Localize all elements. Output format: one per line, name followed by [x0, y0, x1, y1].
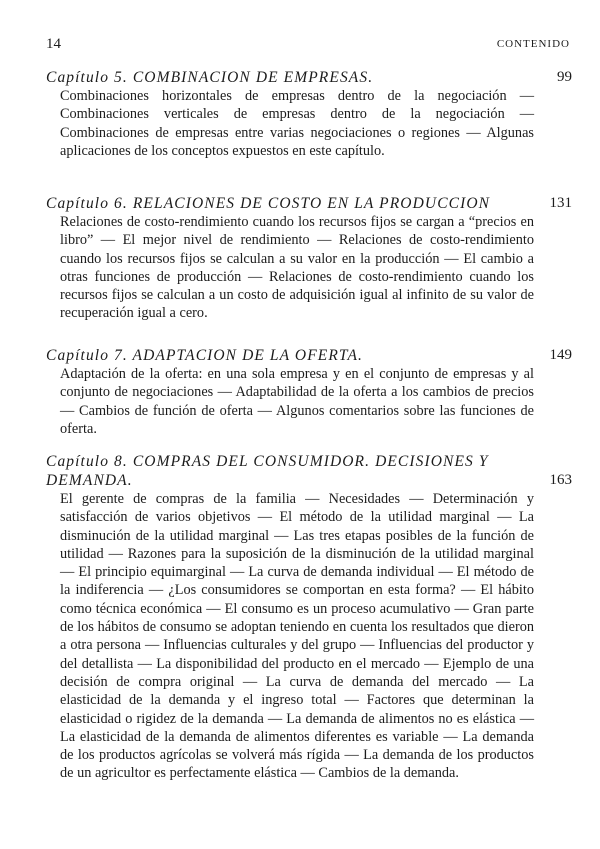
toc-entry-chapter-7 — [46, 346, 572, 438]
chapter-page-number: 131 — [549, 195, 572, 211]
chapter-summary: El gerente de compras de la familia — Necesidades — Determinación y satisfacción de varios objetivos — El método de la utilidad marginal — La disminución de la utilidad marginal — Las tres etapas posibles de la función de utilidad — Razones para la suposición de la disminución de la utilidad marginal — El principio equimarginal — La curva de demanda individual — El método de la indiferencia — ¿Los consumidores se comportan en esta forma? — El hábito como técnica económica — El consumo es un proceso acumulativo — Gran parte de los hábitos de consumo se adoptan teniendo en cuenta los resultados que dieron a otra persona — Influencias culturales y del grupo — Influencias del productor y del detallista — La disponibilidad del producto en el mercado — Ejemplo de una decisión de compra original — La curva de demanda del mercado — La elasticidad de la demanda y el ingreso total — Factores que determinan la elasticidad o rigidez de la demanda — La demanda de alimentos no es elástica — La elasticidad de la demanda de alimentos diferentes es variable — La demanda de los productos agrícolas se volverá más rígida — La demanda de los productos de un agricultor es perfectamente elástica — Cambios de la demanda. — [60, 491, 534, 782]
chapter-page-number: 163 — [549, 472, 572, 488]
toc-entry-chapter-6 — [46, 194, 572, 323]
running-head: CONTENIDO — [496, 38, 570, 50]
chapter-summary: Combinaciones horizontales de empresas dentro de la negociación — Combinaciones verticales de empresas dentro de la negociación — Combinaciones de empresas entre varias negociaciones o regiones — Algunas aplicaciones de los conceptos expuestos en este capítulo. — [60, 88, 534, 159]
chapter-page-number: 99 — [557, 69, 572, 85]
chapter-title-text: Capítulo 6. RELACIONES DE COSTO EN LA PRODUCCION — [46, 195, 491, 212]
chapter-page-number: 149 — [549, 347, 572, 363]
chapter-title-text: Capítulo 7. ADAPTACION DE LA OFERTA. — [46, 347, 364, 364]
chapter-title — [46, 452, 572, 490]
chapter-title — [46, 346, 572, 365]
chapter-summary: Adaptación de la oferta: en una sola empresa y en el conjunto de empresas y al conjunto de negociaciones — Adaptabilidad de la oferta a los cambios de precios — Cambios de función de oferta — Algunos comentarios sobre las funciones de oferta. — [60, 366, 534, 437]
toc-entry-chapter-5 — [46, 68, 572, 160]
chapter-title — [46, 68, 572, 87]
chapter-title-text: Capítulo 8. COMPRAS DEL CONSUMIDOR. DECISIONES Y DEMANDA. — [46, 453, 489, 489]
chapter-title-text: Capítulo 5. COMBINACION DE EMPRESAS. — [46, 69, 374, 86]
page-number: 14 — [46, 36, 61, 52]
chapter-title — [46, 194, 572, 213]
chapter-summary: Relaciones de costo-rendimiento cuando los recursos fijos se cargan a “precios en libro” — El mejor nivel de rendimiento — Relaciones de costo-rendimiento cuando los recursos fijos se calculan a su valor en la producción — El cambio a otras funciones de producción — Relaciones de costo-rendimiento cuando los recursos fijos se calculan a un costo de adquisición igual al infinito de su valor de recuperación igual a cero. — [60, 214, 534, 322]
toc-entry-chapter-8 — [46, 452, 572, 783]
